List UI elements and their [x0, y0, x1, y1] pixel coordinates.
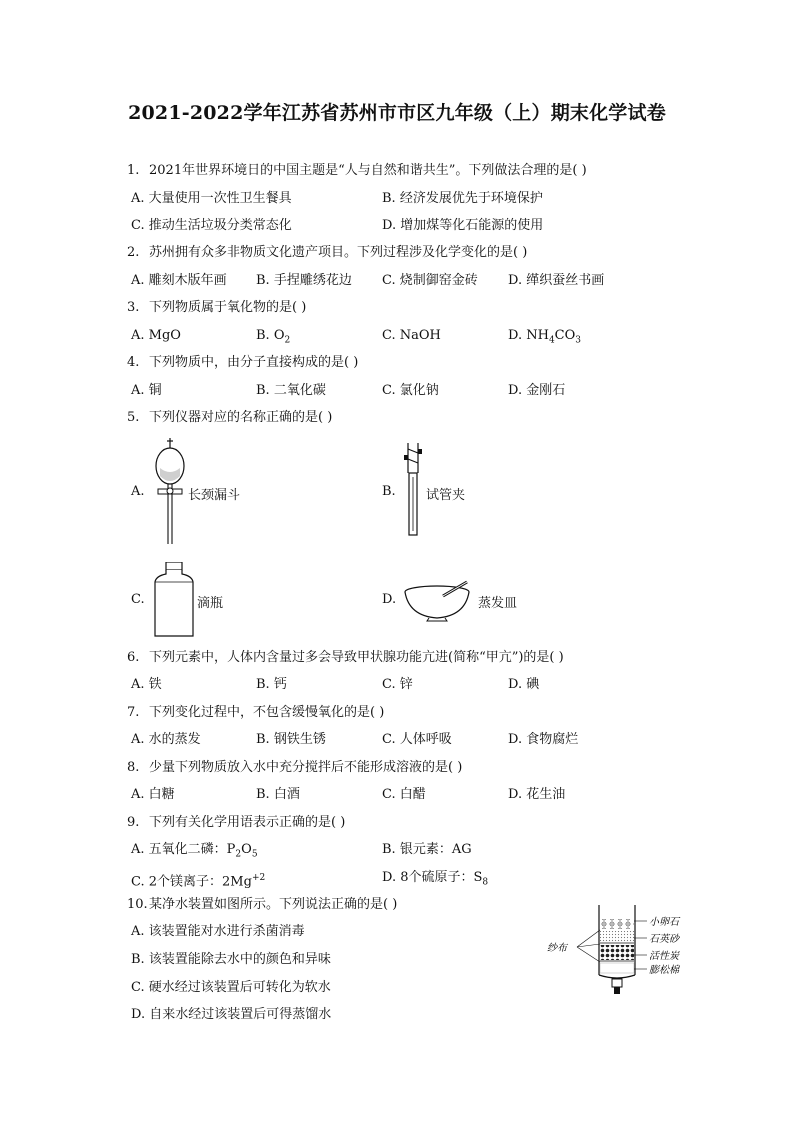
separatory-funnel-figure — [148, 438, 193, 548]
option: B. 该装置能除去水中的颜色和异味 — [131, 952, 331, 967]
option: C. 2个镁离子：$2Mg^{+2}$ — [131, 873, 266, 890]
option: A. 大量使用一次性卫生餐具 — [131, 191, 292, 206]
question-stem: 下列物质中，由分子直接构成的是( ) — [149, 355, 359, 370]
option: D. 缂织蚕丝书画 — [508, 273, 605, 288]
option: B. 钢铁生锈 — [256, 732, 326, 747]
question-number: 5. — [127, 410, 140, 425]
filter-label: 膨松棉 — [649, 965, 679, 976]
filter-label: 活性炭 — [649, 951, 679, 962]
option: D. 增加煤等化石能源的使用 — [382, 218, 544, 233]
question-6 — [127, 650, 564, 666]
option: C. 推动生活垃圾分类常态化 — [131, 218, 292, 233]
option: D. 花生油 — [508, 787, 566, 802]
option: D. 自来水经过该装置后可得蒸馏水 — [131, 1007, 332, 1022]
figure-label: 滴瓶 — [197, 596, 224, 611]
filter-label: 小卵石 — [649, 917, 679, 928]
option: C. 白醋 — [382, 787, 426, 802]
option: D. 碘 — [508, 677, 540, 692]
figure-label: 试管夹 — [426, 488, 466, 503]
question-8 — [127, 760, 462, 776]
question-number: 6. — [127, 650, 140, 665]
figure-label: 长颈漏斗 — [188, 488, 241, 503]
option: D. $NH_4CO_3$ — [508, 328, 582, 346]
question-number: 9. — [127, 815, 140, 830]
question-stem: 下列物质属于氧化物的是( ) — [149, 300, 307, 315]
option: C. — [131, 592, 145, 607]
option: B. 经济发展优先于环境保护 — [382, 191, 543, 206]
option: D. 金刚石 — [508, 383, 566, 398]
question-10 — [127, 897, 397, 913]
question-2 — [127, 245, 527, 261]
option: B. 银元素：AG — [382, 842, 472, 857]
option: B. 白酒 — [256, 787, 300, 802]
question-7 — [127, 705, 384, 721]
option: A. 白糖 — [131, 787, 175, 802]
option: A. 雕刻木版年画 — [131, 273, 227, 288]
question-number: 3. — [127, 300, 140, 315]
question-5 — [127, 410, 332, 426]
test-tube-holder-figure — [402, 443, 428, 538]
question-stem: 下列元素中，人体内含量过多会导致甲状腺功能亢进(简称“甲亢”)的是( ) — [149, 650, 564, 665]
question-1 — [127, 163, 587, 179]
option: B. 手捏雕绣花边 — [256, 273, 352, 288]
option: D. — [382, 592, 397, 607]
option: C. 锌 — [382, 677, 413, 692]
water-filter-figure — [545, 903, 695, 998]
option: A. 该装置能对水进行杀菌消毒 — [131, 924, 305, 939]
option: C. 烧制御窑金砖 — [382, 273, 478, 288]
question-number: 4. — [127, 355, 140, 370]
option: C. NaOH — [382, 328, 441, 343]
mortar-figure — [403, 580, 475, 622]
filter-label: 石英砂 — [649, 934, 679, 945]
option: B. — [382, 484, 396, 499]
question-stem: 苏州拥有众多非物质文化遗产项目。下列过程涉及化学变化的是( ) — [149, 245, 528, 260]
option: C. 氯化钠 — [382, 383, 439, 398]
option: A. 水的蒸发 — [131, 732, 201, 747]
question-number: 2. — [127, 245, 140, 260]
option: A. 铁 — [131, 677, 162, 692]
option: B. 钙 — [256, 677, 287, 692]
option: C. 硬水经过该装置后可转化为软水 — [131, 980, 331, 995]
question-stem: 下列仪器对应的名称正确的是( ) — [149, 410, 333, 425]
option: D. 食物腐烂 — [508, 732, 579, 747]
question-stem: 某净水装置如图所示。下列说法正确的是( ) — [149, 897, 398, 912]
question-number: 10. — [127, 897, 148, 912]
option: A. MgO — [131, 328, 181, 343]
question-number: 8. — [127, 760, 140, 775]
exam-title: 2021-2022学年江苏省苏州市市区九年级（上）期末化学试卷 — [128, 102, 666, 124]
option: A. — [131, 484, 145, 499]
question-number: 7. — [127, 705, 140, 720]
question-number: 1. — [127, 163, 140, 178]
figure-label: 蒸发皿 — [478, 596, 518, 611]
option: D. 8个硫原子：$S_8$ — [382, 870, 489, 888]
reagent-bottle-figure — [152, 562, 197, 638]
question-9 — [127, 815, 345, 831]
option: C. 人体呼吸 — [382, 732, 452, 747]
option: B. 二氧化碳 — [256, 383, 326, 398]
question-stem: 下列有关化学用语表示正确的是( ) — [149, 815, 346, 830]
question-4 — [127, 355, 358, 371]
question-stem: 少量下列物质放入水中充分搅拌后不能形成溶液的是( ) — [149, 760, 463, 775]
option: A. 铜 — [131, 383, 162, 398]
filter-label: 纱布 — [547, 943, 567, 954]
question-3 — [127, 300, 306, 316]
option: A. 五氧化二磷：$P_2O_5$ — [131, 842, 258, 860]
question-stem: 2021年世界环境日的中国主题是“人与自然和谐共生”。下列做法合理的是( ) — [149, 163, 587, 178]
option: B. $O_2$ — [256, 328, 291, 346]
question-stem: 下列变化过程中，不包含缓慢氧化的是( ) — [149, 705, 385, 720]
